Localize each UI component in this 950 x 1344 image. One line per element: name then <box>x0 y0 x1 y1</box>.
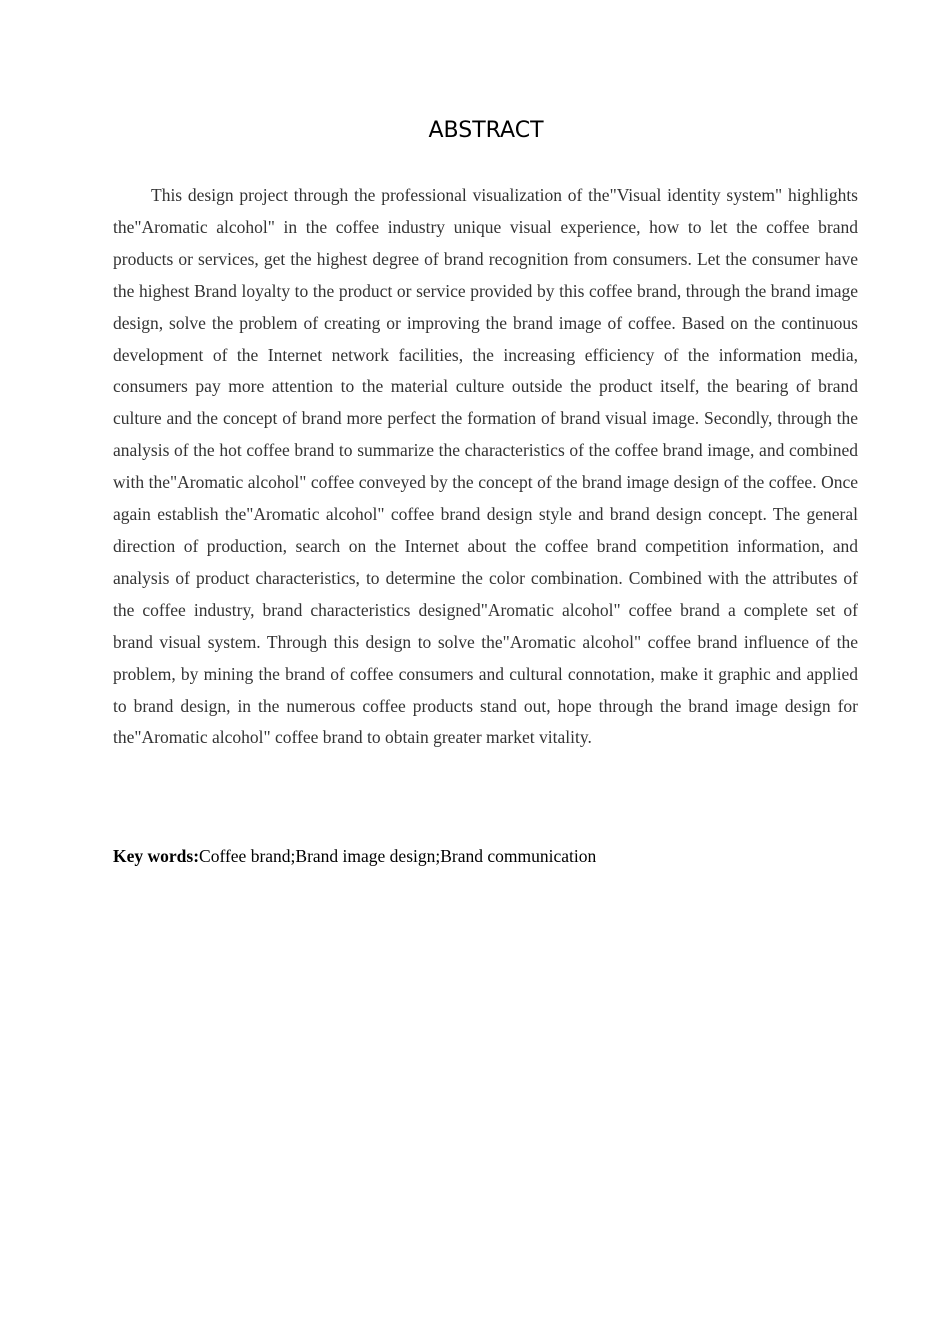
abstract-body: This design project through the professional visualization of the"Visual identity system" highlights the"Aromatic alcohol" in the coffee industry unique visual experience, how to let the coffee brand products or services, get the highest degree of brand recognition from consumers. Let the consumer have the highest Brand loyalty to the product or service provided by this coffee brand, through the brand image design, solve the problem of creating or improving the brand image of coffee. Based on the continuous development of the Internet network facilities, the increasing efficiency of the information media, consumers pay more attention to the material culture outside the product itself, the bearing of brand culture and the concept of brand more perfect the formation of brand visual image. Secondly, through the analysis of the hot coffee brand to summarize the characteristics of the coffee brand image, and combined with the"Aromatic alcohol" coffee conveyed by the concept of the brand image design of the coffee. Once again establish the"Aromatic alcohol" coffee brand design style and brand design concept. The general direction of production, search on the Internet about the coffee brand competition information, and analysis of product characteristics, to determine the color combination. Combined with the attributes of the coffee industry, brand characteristics designed"Aromatic alcohol" coffee brand a complete set of brand visual system. Through this design to solve the"Aromatic alcohol" coffee brand influence of the problem, by mining the brand of coffee consumers and cultural connotation, make it graphic and applied to brand design, in the numerous coffee products stand out, hope through the brand image design for the"Aromatic alcohol" coffee brand to obtain greater market vitality. <box>113 185 858 748</box>
keywords-value: Coffee brand;Brand image design;Brand communication <box>199 846 597 866</box>
keywords-line <box>113 842 858 870</box>
abstract-title: ABSTRACT <box>428 118 544 143</box>
keywords-label: Key words: <box>113 846 200 866</box>
